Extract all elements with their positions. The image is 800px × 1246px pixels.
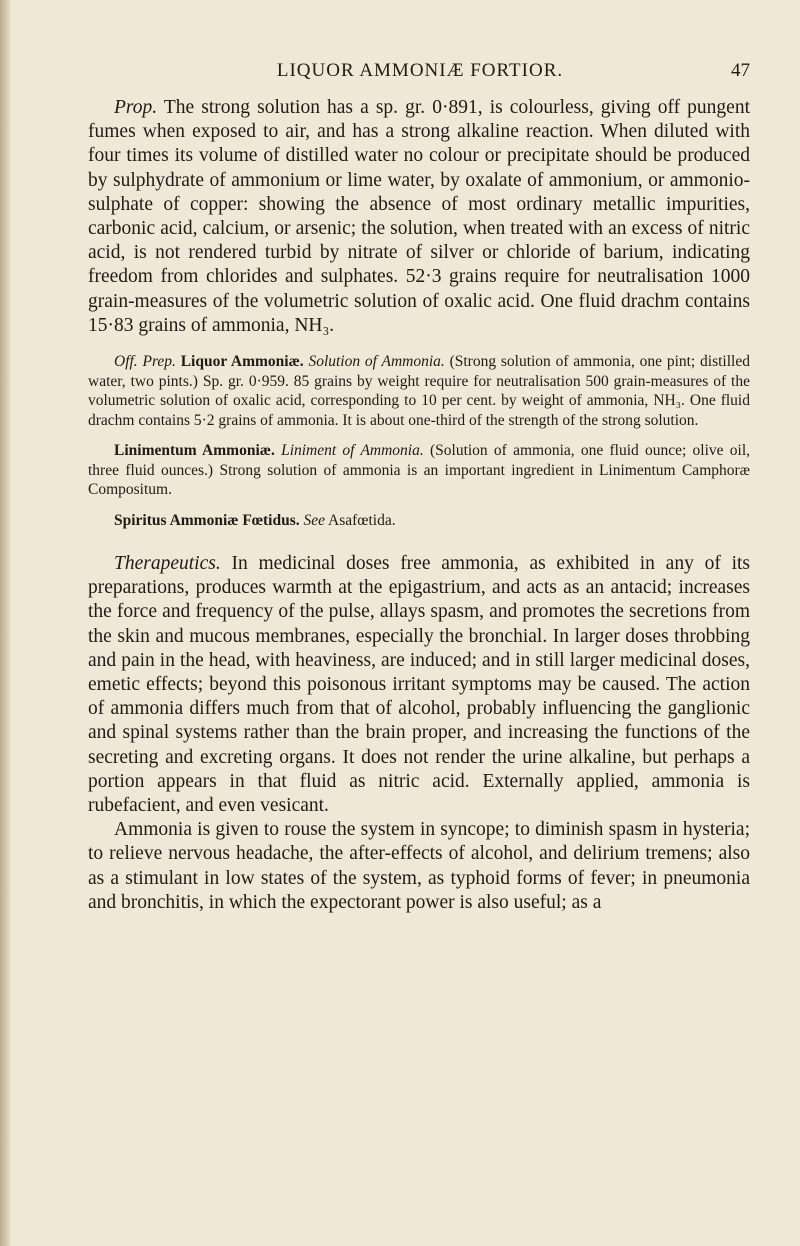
spiritus-paragraph [88, 511, 750, 531]
therapeutics-text: In medicinal doses free ammonia, as exhibited in any of its preparations, produces warmth at the epigastrium, and acts as an antacid; increases the force and frequency of the pulse, allays spasm, and promotes the secretions from the skin and mucous membranes, especially the bronchial. In larger doses throbbing and pain in the head, with heaviness, are induced; and in still larger medicinal doses, emetic effects; beyond this poisonous irritant symptoms may be caused. The action of ammonia differs much from that of alcohol, probably influencing the ganglionic and spinal systems rather than the brain proper, and increasing the functions of the secreting and excreting organs. It does not render the urine alkaline, but perhaps a portion appears in that fluid as nitric acid. Externally applied, ammonia is rubefacient, and even vesicant. [88, 553, 751, 817]
uses-paragraph: Ammonia is given to rouse the system in syncope; to diminish spasm in hysteria; to relieve nervous headache, the after-effects of alcohol, and delirium tremens; also as a stimulant in low states of the system, as typhoid forms of fever; in pneumonia and bronchitis, in which the expectorant power is also useful; as a [88, 819, 750, 913]
liniment-name: Linimentum Ammoniæ. [114, 442, 275, 460]
therapeutics-lead: Therapeutics. [114, 553, 221, 575]
page-body [88, 96, 750, 915]
page-header [90, 60, 750, 90]
off-prep-lead: Off. Prep. [114, 353, 176, 371]
off-prep-paragraph [88, 352, 750, 430]
liniment-text: (Solution of ammonia, one fluid ounce; olive oil, three fluid ounces.) Strong solution of ammonia is an important ingredient in Linimentum Camphoræ Compositum. [88, 442, 751, 499]
page-gutter-shadow [0, 0, 10, 1246]
spiritus-ref: Asafœtida. [328, 511, 396, 529]
page-number: 47 [731, 60, 750, 81]
liniment-paragraph [88, 441, 750, 500]
therapeutics-paragraph [88, 552, 750, 818]
spiritus-name: Spiritus Ammoniæ Fœtidus. [114, 511, 300, 529]
prop-paragraph [88, 96, 750, 338]
off-prep-translation: Solution of Ammonia. [308, 353, 445, 371]
prop-lead: Prop. [114, 97, 158, 118]
off-prep-text: (Strong solution of ammonia, one pint; distilled water, two pints.) Sp. gr. 0·959. 85 grains by weight require for neutralisation 500 grain-measures of the volumetric solution of oxalic acid, corresponding to 10 per cent. by weight of ammonia, NH₃. One fluid drachm contains 5·2 grains of ammonia. It is about one-third of the strength of the strong solution. [88, 353, 750, 429]
spiritus-see: See [303, 511, 325, 529]
liniment-translation: Liniment of Ammonia. [281, 442, 424, 460]
off-prep-name: Liquor Ammoniæ. [180, 353, 304, 371]
running-head: LIQUOR AMMONIÆ FORTIOR. [276, 60, 564, 81]
prop-text: The strong solution has a sp. gr. 0·891, is colourless, giving off pungent fumes when exposed to air, and has a strong alkaline reaction. When diluted with four times its volume of distilled water no colour or precipitate should be produced by sulphydrate of ammonium or lime water, by oxalate of ammonium, or ammonio-sulphate of copper: showing the absence of most ordinary metallic impurities, carbonic acid, calcium, or arsenic; the solution, when treated with an excess of nitric acid, is not rendered turbid by nitrate of silver or chloride of barium, indicating freedom from chlorides and sulphates. 52·3 grains require for neutralisation 1000 grain-measures of the volumetric solution of oxalic acid. One fluid drachm contains 15·83 grains of ammonia, NH₃. [88, 97, 750, 336]
